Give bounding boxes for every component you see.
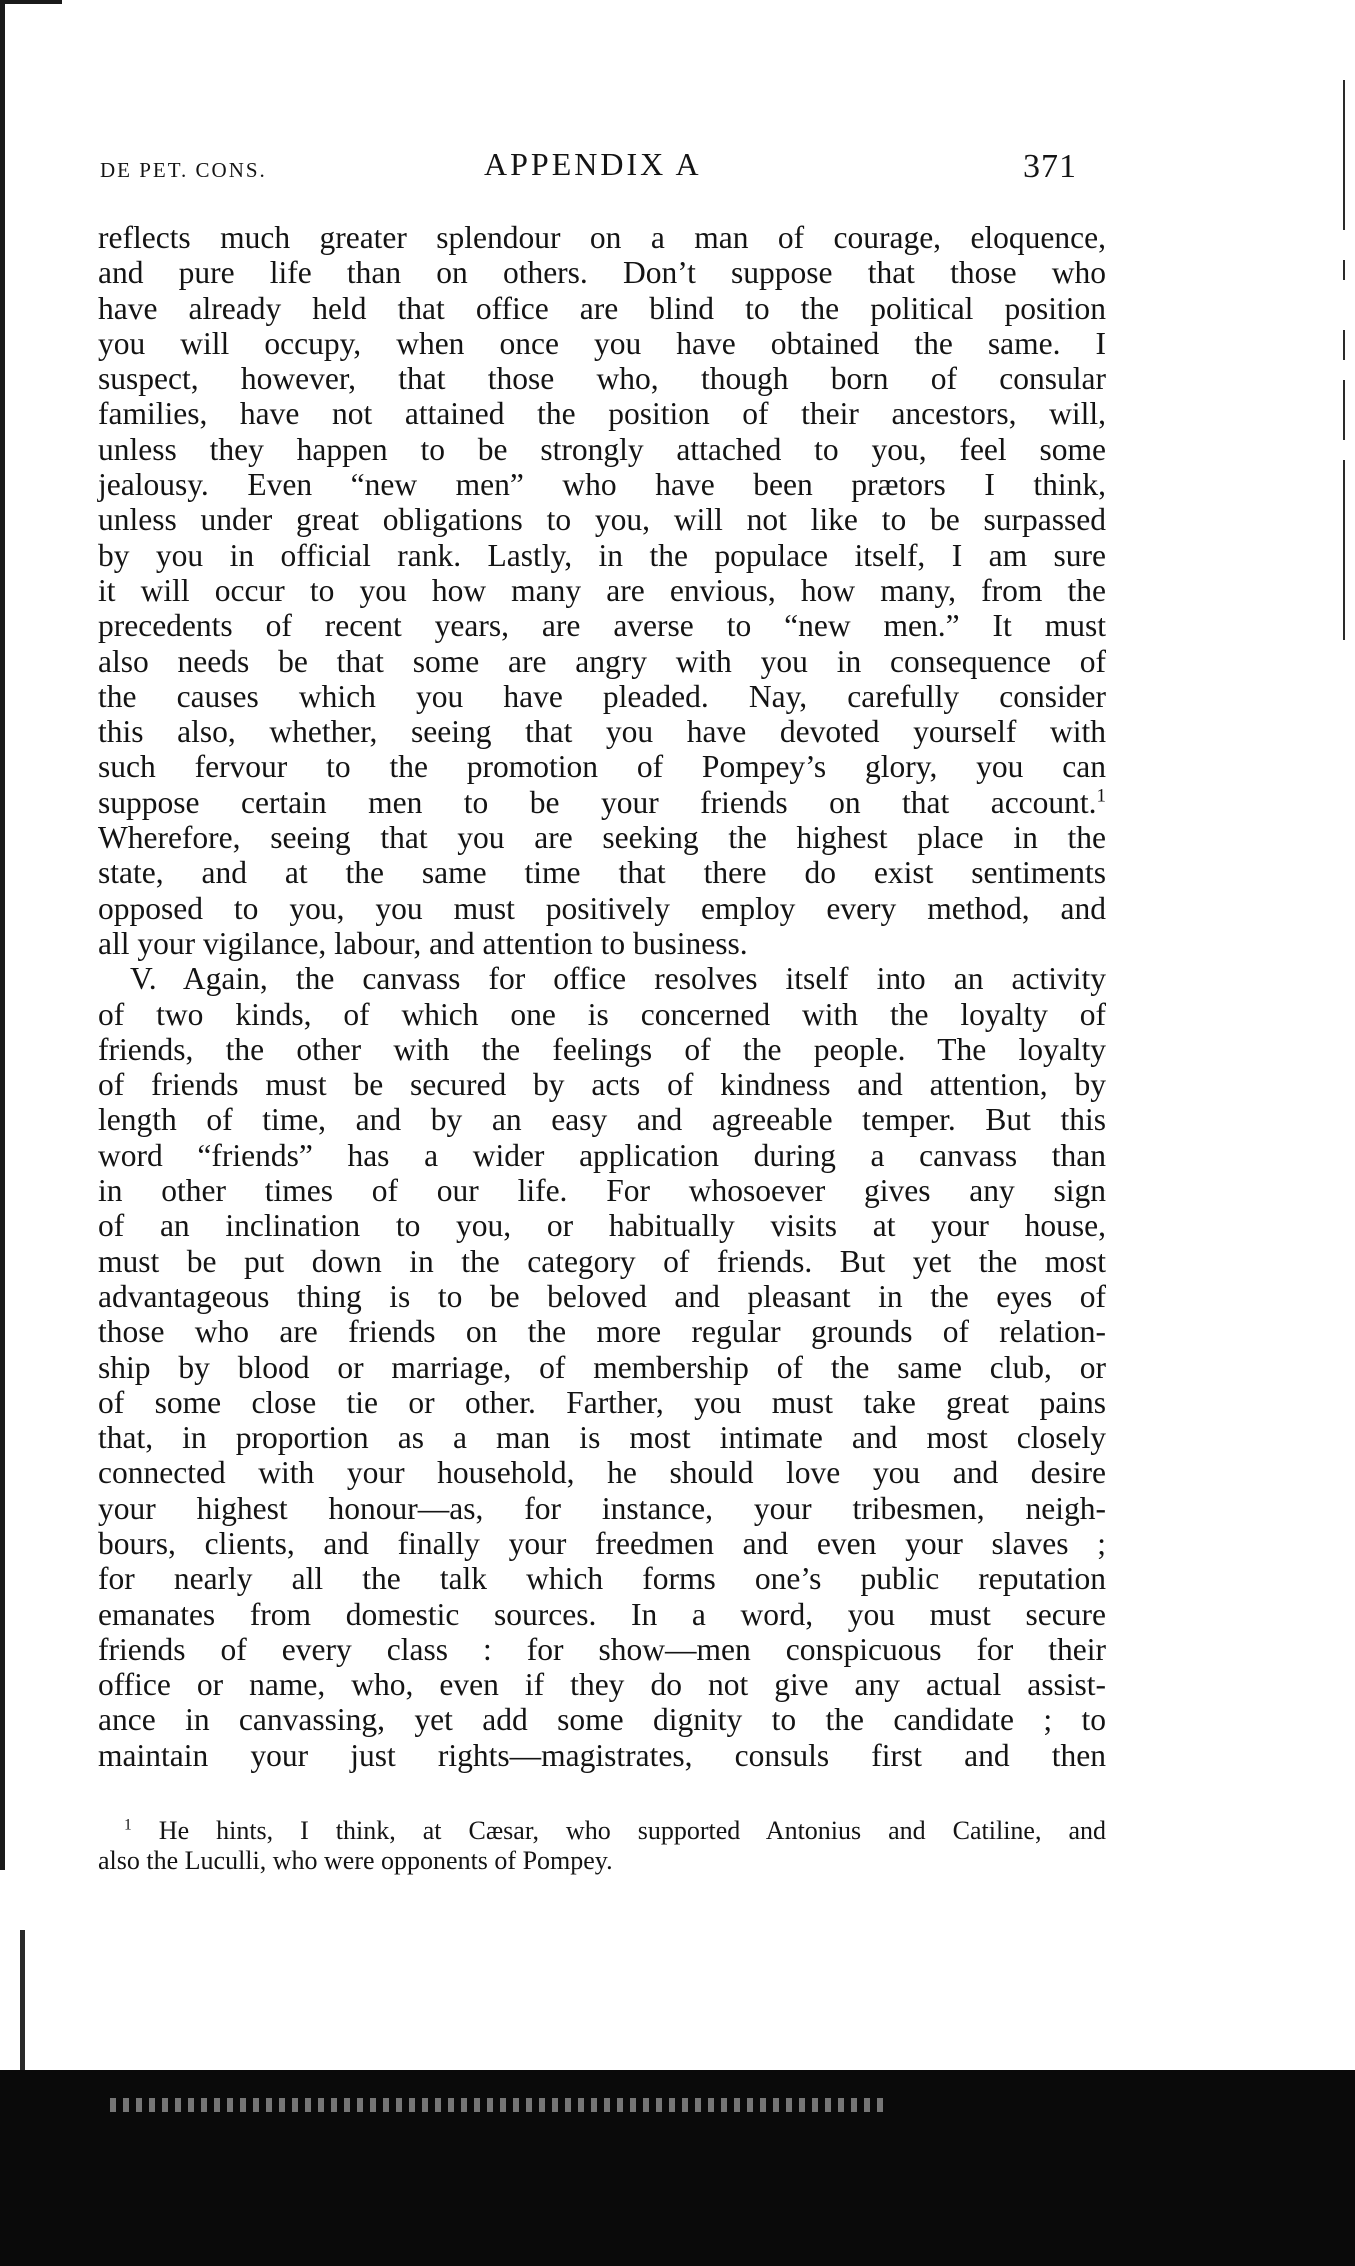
right-margin-mark [1343, 380, 1345, 440]
text-line: opposed to you, you must positively employ every method, and [98, 890, 1106, 926]
text-line: by you in official rank. Lastly, in the populace itself, I am sure [98, 537, 1106, 573]
text-line: state, and at the same time that there do exist sentiments [98, 855, 1106, 891]
text-line-with-footnote [98, 785, 1106, 820]
text-line-content: suppose certain men to be your friends on that account. [98, 784, 1097, 820]
footnote-line [98, 1816, 1106, 1846]
text-line: the causes which you have pleaded. Nay, carefully consider [98, 678, 1106, 714]
text-line: ance in canvassing, yet add some dignity to the candidate ; to [98, 1702, 1106, 1738]
right-margin-mark [1343, 460, 1345, 640]
text-line: all your vigilance, labour, and attention to business. [98, 925, 748, 961]
body-text [98, 220, 1106, 1773]
text-line: jealousy. Even “new men” who have been prætors I think, [98, 467, 1106, 503]
text-line: of some close tie or other. Farther, you must take great pains [98, 1384, 1106, 1420]
footnote-text: He hints, I think, at Cæsar, who supported Antonius and Catiline, and [158, 1816, 1106, 1845]
header-short-title: DE PET. CONS. [100, 158, 267, 182]
text-line: friends, the other with the feelings of the people. The loyalty [98, 1031, 1106, 1067]
section-v-start: V. Again, the canvass for office resolves itself into an activity [130, 961, 1106, 997]
text-line: friends of every class : for show—men conspicuous for their [98, 1631, 1106, 1667]
scan-edge-left [0, 0, 5, 1870]
text-line: office or name, who, even if they do not give any actual assist- [98, 1667, 1106, 1703]
header-section-title: APPENDIX A [484, 146, 702, 182]
text-line: that, in proportion as a man is most intimate and most closely [98, 1420, 1106, 1456]
text-line: maintain your just rights—magistrates, consuls first and then [98, 1737, 1106, 1773]
text-line: length of time, and by an easy and agreeable temper. But this [98, 1102, 1106, 1138]
text-line: of an inclination to you, or habitually visits at your house, [98, 1208, 1106, 1244]
running-header [100, 146, 1100, 186]
text-line: it will occur to you how many are envious, how many, from the [98, 572, 1106, 608]
scan-edge-top [0, 0, 62, 4]
right-margin-mark [1343, 260, 1345, 280]
scan-artifact [110, 2098, 890, 2112]
text-line: your highest honour—as, for instance, your tribesmen, neigh- [98, 1490, 1106, 1526]
right-margin-mark [1343, 80, 1345, 230]
text-line: you will occupy, when once you have obtained the same. I [98, 325, 1106, 361]
text-line: suspect, however, that those who, though born of consular [98, 361, 1106, 397]
text-line: such fervour to the promotion of Pompey’s glory, you can [98, 749, 1106, 785]
text-line: Wherefore, seeing that you are seeking the highest place in the [98, 820, 1106, 856]
text-line: of friends must be secured by acts of kindness and attention, by [98, 1067, 1106, 1103]
text-line: ship by blood or marriage, of membership of the same club, or [98, 1349, 1106, 1385]
scan-bottom-band [0, 2070, 1355, 2266]
text-line: also needs be that some are angry with you in consequence of [98, 643, 1106, 679]
text-line: and pure life than on others. Don’t suppose that those who [98, 255, 1106, 291]
text-line: must be put down in the category of friends. But yet the most [98, 1243, 1106, 1279]
right-margin-mark [1343, 330, 1345, 360]
text-line: of two kinds, of which one is concerned with the loyalty of [98, 996, 1106, 1032]
text-line: emanates from domestic sources. In a word, you must secure [98, 1596, 1106, 1632]
text-line: connected with your household, he should love you and desire [98, 1455, 1106, 1491]
text-line: word “friends” has a wider application during a canvass than [98, 1137, 1106, 1173]
text-line: those who are friends on the more regular grounds of relation- [98, 1314, 1106, 1350]
text-line: have already held that office are blind to the political position [98, 290, 1106, 326]
footnote [98, 1816, 1106, 1876]
footnote-line: also the Luculli, who were opponents of Pompey. [98, 1846, 613, 1875]
text-line: reflects much greater splendour on a man of courage, eloquence, [98, 220, 1106, 255]
text-line: precedents of recent years, are averse to “new men.” It must [98, 608, 1106, 644]
footnote-reference[interactable]: 1 [1096, 785, 1106, 807]
text-line: for nearly all the talk which forms one’s public reputation [98, 1561, 1106, 1597]
footnote-marker: 1 [124, 1816, 132, 1834]
text-line: unless they happen to be strongly attached to you, feel some [98, 431, 1106, 467]
text-line: unless under great obligations to you, will not like to be surpassed [98, 502, 1106, 538]
text-line: bours, clients, and finally your freedmen and even your slaves ; [98, 1525, 1106, 1561]
text-line: advantageous thing is to be beloved and pleasant in the eyes of [98, 1278, 1106, 1314]
text-line: families, have not attained the position of their ancestors, will, [98, 396, 1106, 432]
text-line: in other times of our life. For whosoever gives any sign [98, 1173, 1106, 1209]
text-line: this also, whether, seeing that you have devoted yourself with [98, 714, 1106, 750]
page-number: 371 [1023, 148, 1077, 185]
